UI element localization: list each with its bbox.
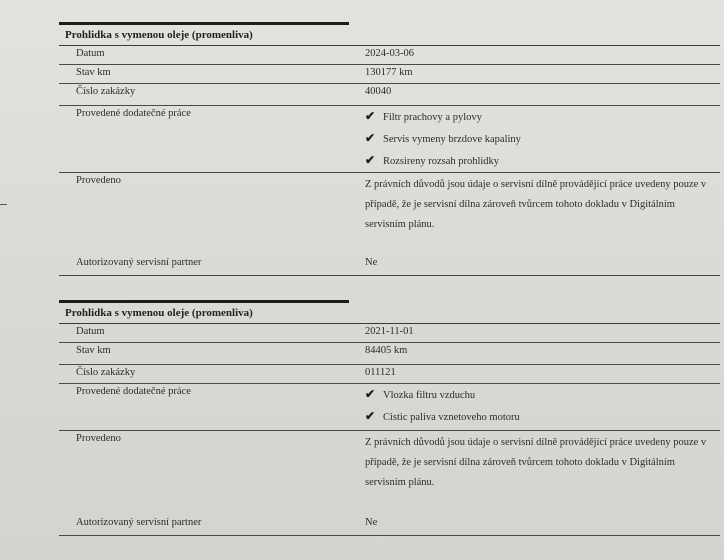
extra-work-label: Provedené dodatečné práce (76, 108, 191, 119)
row-performed (59, 431, 720, 515)
order-number-value: 40040 (365, 86, 392, 97)
authorized-partner-label: Autorizovaný servisní partner (76, 257, 202, 268)
section-title: Prohlidka s vymenou oleje (promenliva) (59, 303, 720, 324)
authorized-partner-label: Autorizovaný servisní partner (76, 517, 202, 528)
date-value: 2021-11-01 (365, 326, 414, 337)
list-item (365, 107, 521, 129)
service-record-2 (59, 300, 720, 536)
performed-label: Provedeno (76, 433, 121, 444)
extra-work-item: Cistic paliva vznetoveho motoru (383, 412, 520, 423)
row-order-number (59, 84, 720, 106)
margin-mark (0, 204, 7, 205)
section-title: Prohlidka s vymenou oleje (promenliva) (59, 25, 720, 46)
checkmark-icon: ✔ (365, 387, 376, 401)
checkmark-icon: ✔ (365, 131, 376, 145)
row-authorized-partner (59, 255, 720, 276)
row-extra-work (59, 106, 720, 173)
checkmark-icon: ✔ (365, 409, 376, 423)
checkmark-icon: ✔ (365, 153, 376, 167)
extra-work-item: Servis vymeny brzdove kapaliny (383, 134, 521, 145)
performed-label: Provedeno (76, 175, 121, 186)
row-authorized-partner (59, 515, 720, 536)
mileage-value: 84405 km (365, 345, 408, 356)
order-number-label: Číslo zakázky (76, 367, 136, 378)
row-performed (59, 173, 720, 255)
authorized-partner-value: Ne (365, 257, 378, 268)
performed-text: Z právních důvodů jsou údaje o servisní dílně provádějící práce uvedeny pouze v případě, že je servisní dílna zároveň tvůrcem tohoto dokladu v Digitálním servisním plánu. (365, 437, 707, 488)
row-order-number (59, 365, 720, 384)
extra-work-item: Rozsireny rozsah prohlidky (383, 156, 500, 167)
date-value: 2024-03-06 (365, 48, 414, 59)
order-number-label: Číslo zakázky (76, 86, 136, 97)
order-number-value: 011121 (365, 367, 396, 378)
list-item (365, 151, 521, 173)
extra-work-item: Vlozka filtru vzduchu (383, 390, 476, 401)
list-item (365, 407, 520, 429)
row-date (59, 46, 720, 65)
row-date (59, 324, 720, 343)
extra-work-list (365, 107, 521, 173)
row-mileage (59, 65, 720, 84)
list-item (365, 129, 521, 151)
list-item (365, 385, 520, 407)
date-label: Datum (76, 48, 105, 59)
service-record-1 (59, 22, 720, 276)
checkmark-icon: ✔ (365, 109, 376, 123)
date-label: Datum (76, 326, 105, 337)
authorized-partner-value: Ne (365, 517, 378, 528)
extra-work-list (365, 385, 520, 429)
extra-work-item: Filtr prachovy a pylovy (383, 112, 482, 123)
performed-text: Z právních důvodů jsou údaje o servisní dílně provádějící práce uvedeny pouze v případě, že je servisní dílna zároveň tvůrcem tohoto dokladu v Digitálním servisním plánu. (365, 179, 707, 230)
row-mileage (59, 343, 720, 365)
row-extra-work (59, 384, 720, 431)
mileage-value: 130177 km (365, 67, 413, 78)
mileage-label: Stav km (76, 345, 111, 356)
mileage-label: Stav km (76, 67, 111, 78)
extra-work-label: Provedené dodatečné práce (76, 386, 191, 397)
